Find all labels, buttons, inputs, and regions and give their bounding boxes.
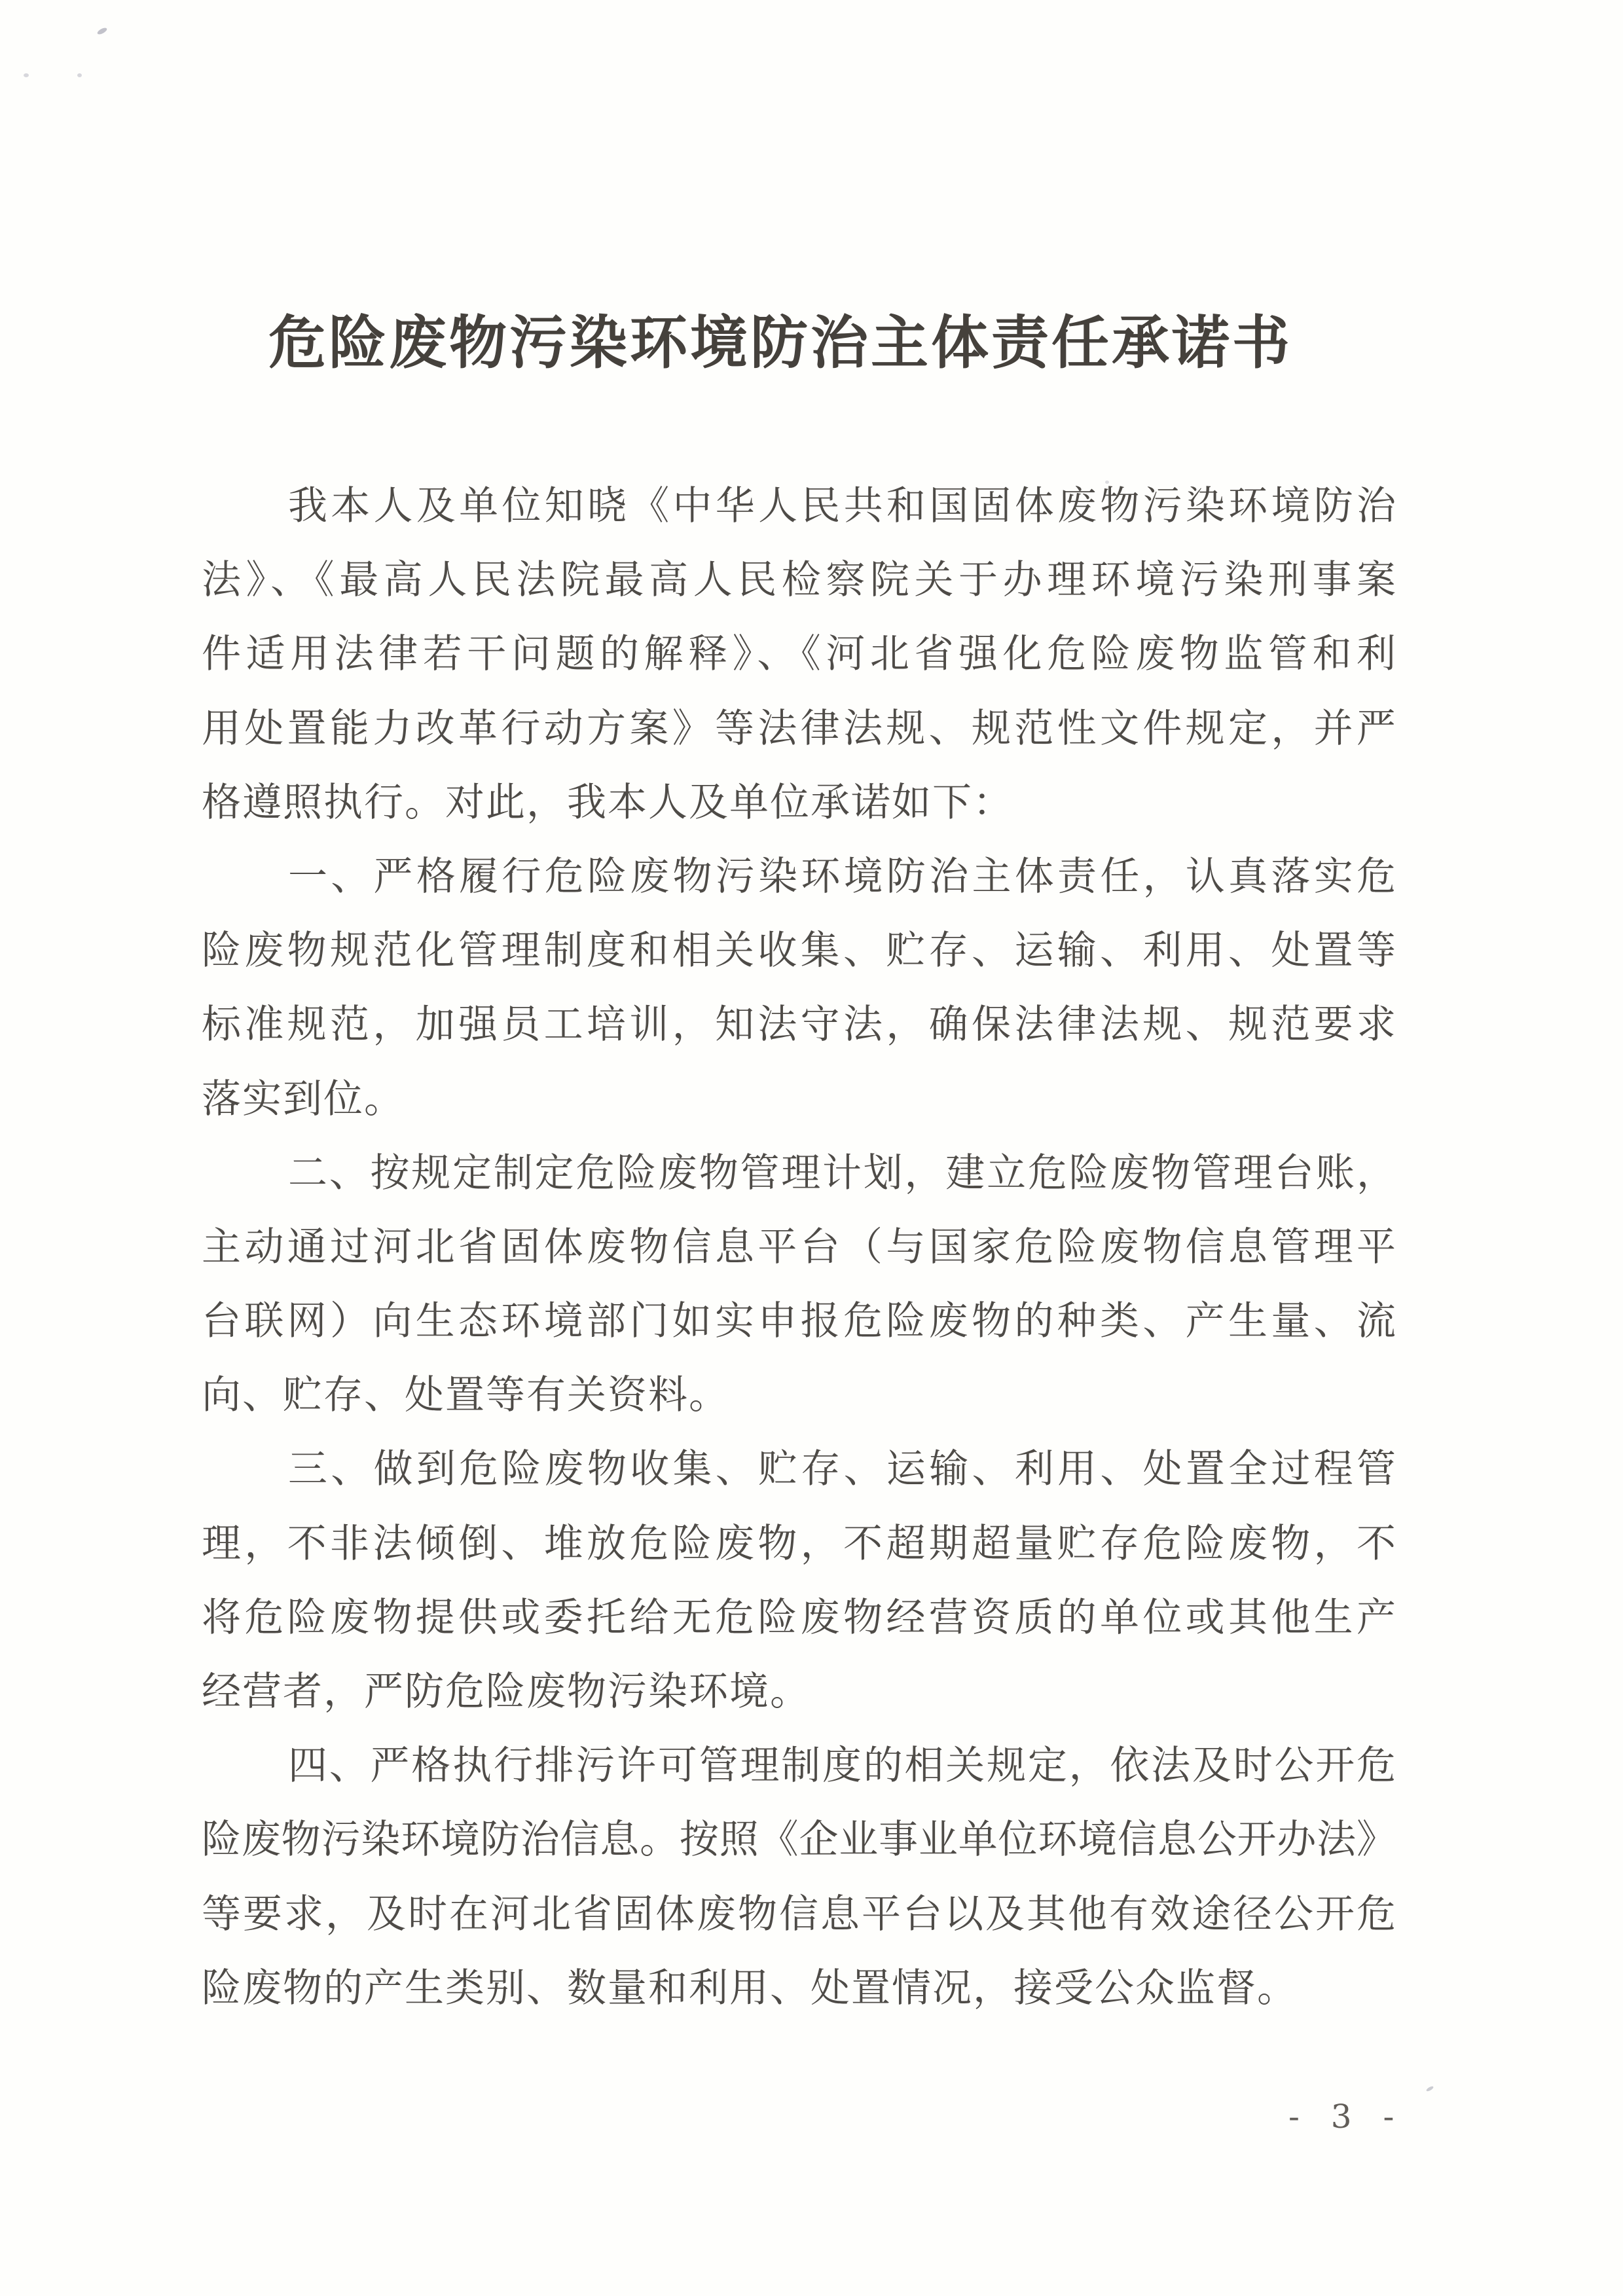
text-line: 法》、《最高人民法院最高人民检察院关于办理环境污染刑事案 xyxy=(202,557,1396,604)
text-line: 件适用法律若干问题的解释》、《河北省强化危险废物监管和利 xyxy=(202,631,1396,678)
document-title: 危险废物污染环境防治主体责任承诺书 xyxy=(268,308,1292,376)
scan-speck xyxy=(1426,2085,1434,2092)
text-line: 台联网）向生态环境部门如实申报危险废物的种类、产生量、流 xyxy=(202,1298,1396,1345)
text-line: 我本人及单位知晓《中华人民共和国固体废物污染环境防治 xyxy=(288,483,1396,529)
text-line: 将危险废物提供或委托给无危险废物经营资质的单位或其他生产 xyxy=(202,1594,1396,1641)
text-line: 经营者，严防危险废物污染环境。 xyxy=(202,1669,811,1715)
text-line: 标准规范，加强员工培训，知法守法，确保法律法规、规范要求 xyxy=(202,1002,1396,1048)
text-line: 险废物污染环境防治信息。按照《企业事业单位环境信息公开办法》 xyxy=(202,1817,1396,1863)
text-line: 二、按规定制定危险废物管理计划，建立危险废物管理台账， xyxy=(288,1150,1396,1196)
text-line: 险废物规范化管理制度和相关收集、贮存、运输、利用、处置等 xyxy=(202,928,1396,974)
text-line: 用处置能力改革行动方案》等法律法规、规范性文件规定，并严 xyxy=(202,705,1396,752)
text-line: 险废物的产生类别、数量和利用、处置情况，接受公众监督。 xyxy=(202,1965,1298,2011)
scan-speck xyxy=(24,73,29,77)
text-line: 一、严格履行危险废物污染环境防治主体责任，认真落实危 xyxy=(288,853,1396,900)
text-line: 等要求，及时在河北省固体废物信息平台以及其他有效途径公开危 xyxy=(202,1891,1396,1937)
text-line: 向、贮存、处置等有关资料。 xyxy=(202,1372,729,1419)
text-line: 主动通过河北省固体废物信息平台（与国家危险废物信息管理平 xyxy=(202,1224,1396,1270)
page-number: - 3 - xyxy=(1288,2098,1405,2136)
text-line: 理，不非法倾倒、堆放危险废物，不超期超量贮存危险废物，不 xyxy=(202,1520,1396,1567)
document-body xyxy=(202,469,1396,2026)
scan-speck xyxy=(77,73,82,77)
scan-speck xyxy=(96,27,107,36)
text-line: 格遵照执行。对此，我本人及单位承诺如下： xyxy=(202,779,1013,826)
text-line: 三、做到危险废物收集、贮存、运输、利用、处置全过程管 xyxy=(288,1446,1396,1493)
scan-speck xyxy=(1105,481,1109,484)
text-line: 四、严格执行排污许可管理制度的相关规定，依法及时公开危 xyxy=(288,1743,1396,1789)
text-line: 落实到位。 xyxy=(202,1076,405,1122)
